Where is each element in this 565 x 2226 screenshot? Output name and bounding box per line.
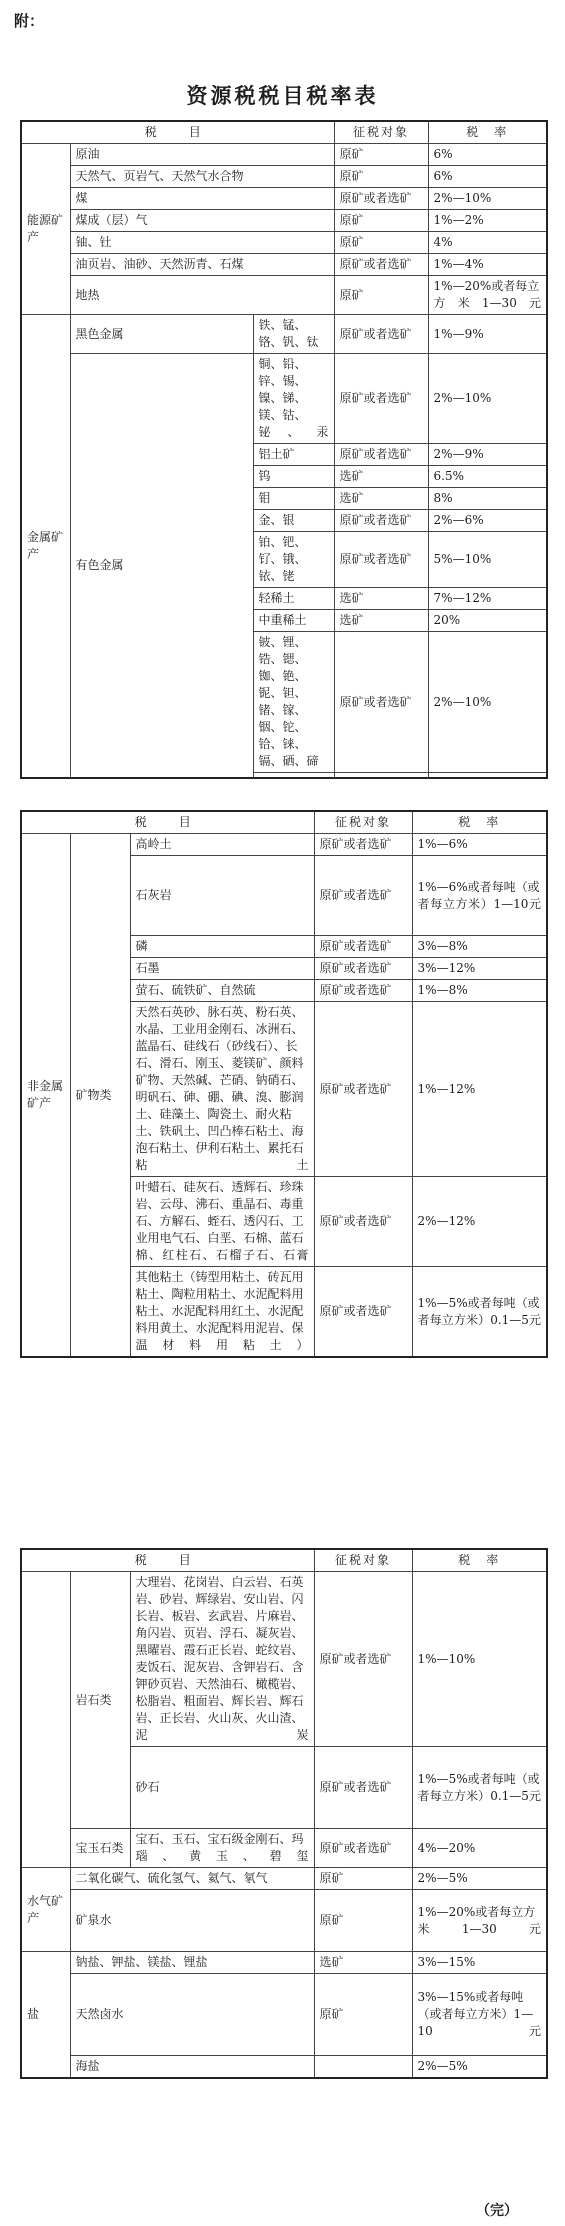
column-header-rate: 税 率 — [412, 1549, 547, 1572]
rate-cell: 1%—6% — [412, 834, 547, 856]
item-cell: 矿泉水 — [70, 1890, 314, 1952]
rate-cell: 2%—12% — [412, 1177, 547, 1267]
rate-cell: 6% — [428, 144, 547, 166]
category-cell: 非金属矿产 — [21, 834, 70, 1358]
object-cell: 原矿或者选矿 — [314, 1002, 412, 1177]
rate-cell: 5%—10% — [428, 532, 547, 588]
rate-cell: 7%—12% — [428, 588, 547, 610]
object-cell: 原矿 — [334, 166, 428, 188]
subcategory-cell: 矿物类 — [70, 834, 130, 1358]
item-cell: 油页岩、油砂、天然沥青、石煤 — [70, 254, 334, 276]
rate-cell: 1%—5%或者每吨（或者每立方米）0.1—5元 — [412, 1267, 547, 1358]
item-cell: 煤成（层）气 — [70, 210, 334, 232]
object-cell: 原矿或者选矿 — [314, 1747, 412, 1829]
tax-rate-table-2 — [20, 810, 548, 1358]
subcategory-cell: 有色金属 — [70, 354, 253, 779]
object-cell: 原矿或者选矿 — [314, 856, 412, 936]
item-cell: 铁、锰、铬、钒、钛 — [253, 315, 334, 354]
category-cell-continued — [21, 1572, 70, 1868]
item-cell: 中重稀土 — [253, 610, 334, 632]
item-cell: 铍、锂、锆、锶、铷、铯、铌、钽、锗、镓、铟、铊、铪、铼、镉、硒、碲 — [253, 632, 334, 773]
item-cell: 钠盐、钾盐、镁盐、锂盐 — [70, 1952, 314, 1974]
item-cell — [253, 773, 334, 779]
object-cell: 选矿 — [334, 610, 428, 632]
column-header-object: 征税对象 — [314, 811, 412, 834]
table-row — [21, 188, 547, 210]
object-cell: 原矿 — [314, 1974, 412, 2056]
object-cell: 选矿 — [334, 588, 428, 610]
tax-rate-table-3 — [20, 1548, 548, 2079]
item-cell: 砂石 — [130, 1747, 314, 1829]
object-cell: 原矿 — [334, 232, 428, 254]
object-cell: 原矿或者选矿 — [314, 958, 412, 980]
item-cell: 铜、铅、锌、锡、镍、锑、镁、钴、铋、汞 — [253, 354, 334, 444]
table-row — [21, 1572, 547, 1747]
table-header-row — [21, 1549, 547, 1572]
table-row — [21, 254, 547, 276]
item-cell: 石墨 — [130, 958, 314, 980]
object-cell — [314, 2056, 412, 2079]
category-cell: 能源矿产 — [21, 144, 70, 315]
subcategory-cell: 宝玉石类 — [70, 1829, 130, 1868]
rate-cell: 3%—12% — [412, 958, 547, 980]
rate-cell: 2%—9% — [428, 444, 547, 466]
table-row — [21, 1974, 547, 2056]
object-cell: 原矿 — [334, 210, 428, 232]
column-header-rate: 税 率 — [428, 121, 547, 144]
rate-cell: 1%—8% — [412, 980, 547, 1002]
object-cell: 原矿或者选矿 — [334, 354, 428, 444]
object-cell: 原矿 — [334, 144, 428, 166]
category-cell: 水气矿产 — [21, 1868, 70, 1952]
rate-cell: 2%—10% — [428, 632, 547, 773]
item-cell: 其他粘土（铸型用粘土、砖瓦用粘土、陶粒用粘土、水泥配料用粘土、水泥配料用红土、水泥配料用黄土、水泥配料用泥岩、保温材料用粘土） — [130, 1267, 314, 1358]
object-cell: 原矿或者选矿 — [314, 1177, 412, 1267]
table-header-row — [21, 811, 547, 834]
item-cell: 宝石、玉石、宝石级金刚石、玛瑙、黄玉、碧玺 — [130, 1829, 314, 1868]
rate-cell: 3%—15%或者每吨（或者每立方米）1—10元 — [412, 1974, 547, 2056]
object-cell: 原矿或者选矿 — [334, 532, 428, 588]
rate-cell: 3%—8% — [412, 936, 547, 958]
object-cell: 原矿或者选矿 — [334, 254, 428, 276]
rate-cell: 1%—12% — [412, 1002, 547, 1177]
item-cell: 钨 — [253, 466, 334, 488]
rate-cell: 2%—10% — [428, 354, 547, 444]
item-cell: 地热 — [70, 276, 334, 315]
table-row — [21, 210, 547, 232]
object-cell: 原矿或者选矿 — [314, 1572, 412, 1747]
table-row — [21, 834, 547, 856]
object-cell: 原矿或者选矿 — [334, 315, 428, 354]
object-cell: 原矿 — [334, 276, 428, 315]
item-cell: 原油 — [70, 144, 334, 166]
item-cell: 高岭土 — [130, 834, 314, 856]
object-cell: 原矿或者选矿 — [314, 834, 412, 856]
table-row — [21, 2056, 547, 2079]
rate-cell: 1%—4% — [428, 254, 547, 276]
category-cell: 金属矿产 — [21, 315, 70, 779]
table-row — [21, 276, 547, 315]
object-cell: 原矿 — [314, 1868, 412, 1890]
rate-cell: 1%—10% — [412, 1572, 547, 1747]
item-cell: 二氧化碳气、硫化氢气、氦气、氡气 — [70, 1868, 314, 1890]
rate-cell: 6% — [428, 166, 547, 188]
table-row — [21, 1952, 547, 1974]
object-cell: 原矿或者选矿 — [314, 1267, 412, 1358]
item-cell: 大理岩、花岗岩、白云岩、石英岩、砂岩、辉绿岩、安山岩、闪长岩、板岩、玄武岩、片麻岩、角闪岩、页岩、浮石、凝灰岩、黑曜岩、霞石正长岩、蛇纹岩、麦饭石、泥灰岩、含钾岩石、含钾砂页岩、天然油石、橄榄岩、松脂岩、粗面岩、辉长岩、辉石岩、正长岩、火山灰、火山渣、泥炭 — [130, 1572, 314, 1747]
item-cell: 钼 — [253, 488, 334, 510]
rate-cell: 3%—15% — [412, 1952, 547, 1974]
item-cell: 天然卤水 — [70, 1974, 314, 2056]
rate-cell: 1%—6%或者每吨（或者每立方米）1—10元 — [412, 856, 547, 936]
table-row — [21, 354, 547, 444]
table-row — [21, 1890, 547, 1952]
column-header-item: 税 目 — [21, 811, 314, 834]
table-row — [21, 166, 547, 188]
rate-cell: 4% — [428, 232, 547, 254]
object-cell: 选矿 — [334, 488, 428, 510]
item-cell: 煤 — [70, 188, 334, 210]
column-header-rate: 税 率 — [412, 811, 547, 834]
item-cell: 铝土矿 — [253, 444, 334, 466]
rate-cell: 8% — [428, 488, 547, 510]
item-cell: 轻稀土 — [253, 588, 334, 610]
rate-cell: 2%—5% — [412, 1868, 547, 1890]
item-cell: 海盐 — [70, 2056, 314, 2079]
object-cell: 原矿或者选矿 — [334, 444, 428, 466]
item-cell: 石灰岩 — [130, 856, 314, 936]
column-header-item: 税 目 — [21, 121, 334, 144]
table-header-row — [21, 121, 547, 144]
item-cell: 铀、钍 — [70, 232, 334, 254]
table-row — [21, 1829, 547, 1868]
subcategory-cell: 黑色金属 — [70, 315, 253, 354]
category-cell: 盐 — [21, 1952, 70, 2079]
end-mark: （完） — [476, 2203, 518, 2219]
object-cell: 原矿 — [314, 1890, 412, 1952]
column-header-object: 征税对象 — [314, 1549, 412, 1572]
rate-cell: 1%—5%或者每吨（或者每立方米）0.1—5元 — [412, 1747, 547, 1829]
rate-cell: 1%—20%或者每立方米1—30元 — [428, 276, 547, 315]
item-cell: 铂、钯、钌、锇、铱、铑 — [253, 532, 334, 588]
object-cell: 原矿或者选矿 — [314, 980, 412, 1002]
item-cell: 磷 — [130, 936, 314, 958]
object-cell: 原矿或者选矿 — [314, 936, 412, 958]
object-cell: 选矿 — [334, 466, 428, 488]
object-cell: 原矿或者选矿 — [334, 510, 428, 532]
object-cell — [334, 773, 428, 779]
item-cell: 金、银 — [253, 510, 334, 532]
item-cell: 天然气、页岩气、天然气水合物 — [70, 166, 334, 188]
rate-cell: 2%—10% — [428, 188, 547, 210]
table-row — [21, 144, 547, 166]
rate-cell — [428, 773, 547, 779]
table-row — [21, 1868, 547, 1890]
object-cell: 原矿或者选矿 — [314, 1829, 412, 1868]
rate-cell: 1%—9% — [428, 315, 547, 354]
item-cell: 叶蜡石、硅灰石、透辉石、珍珠岩、云母、沸石、重晶石、毒重石、方解石、蛭石、透闪石、工业用电气石、白垩、石棉、蓝石棉、红柱石、石榴子石、石膏 — [130, 1177, 314, 1267]
column-header-object: 征税对象 — [334, 121, 428, 144]
object-cell: 原矿或者选矿 — [334, 632, 428, 773]
item-cell: 萤石、硫铁矿、自然硫 — [130, 980, 314, 1002]
object-cell: 选矿 — [314, 1952, 412, 1974]
tax-rate-table-1 — [20, 120, 548, 779]
rate-cell: 2%—6% — [428, 510, 547, 532]
object-cell: 原矿或者选矿 — [334, 188, 428, 210]
table-row — [21, 232, 547, 254]
rate-cell: 1%—2% — [428, 210, 547, 232]
rate-cell: 20% — [428, 610, 547, 632]
rate-cell: 1%—20%或者每立方米1—30元 — [412, 1890, 547, 1952]
subcategory-cell: 岩石类 — [70, 1572, 130, 1829]
rate-cell: 6.5% — [428, 466, 547, 488]
rate-cell: 2%—5% — [412, 2056, 547, 2079]
page-title: 资源税税目税率表 — [186, 83, 379, 108]
table-row — [21, 315, 547, 354]
item-cell: 天然石英砂、脉石英、粉石英、水晶、工业用金刚石、冰洲石、蓝晶石、硅线石（砂线石）、长石、滑石、刚玉、菱镁矿、颜料矿物、天然碱、芒硝、钠硝石、明矾石、砷、硼、碘、溴、膨润土、硅藻土、陶瓷土、耐火粘土、铁矾土、凹凸棒石粘土、海泡石粘土、伊利石粘土、累托石粘土 — [130, 1002, 314, 1177]
rate-cell: 4%—20% — [412, 1829, 547, 1868]
appendix-label: 附： — [14, 12, 45, 30]
column-header-item: 税 目 — [21, 1549, 314, 1572]
